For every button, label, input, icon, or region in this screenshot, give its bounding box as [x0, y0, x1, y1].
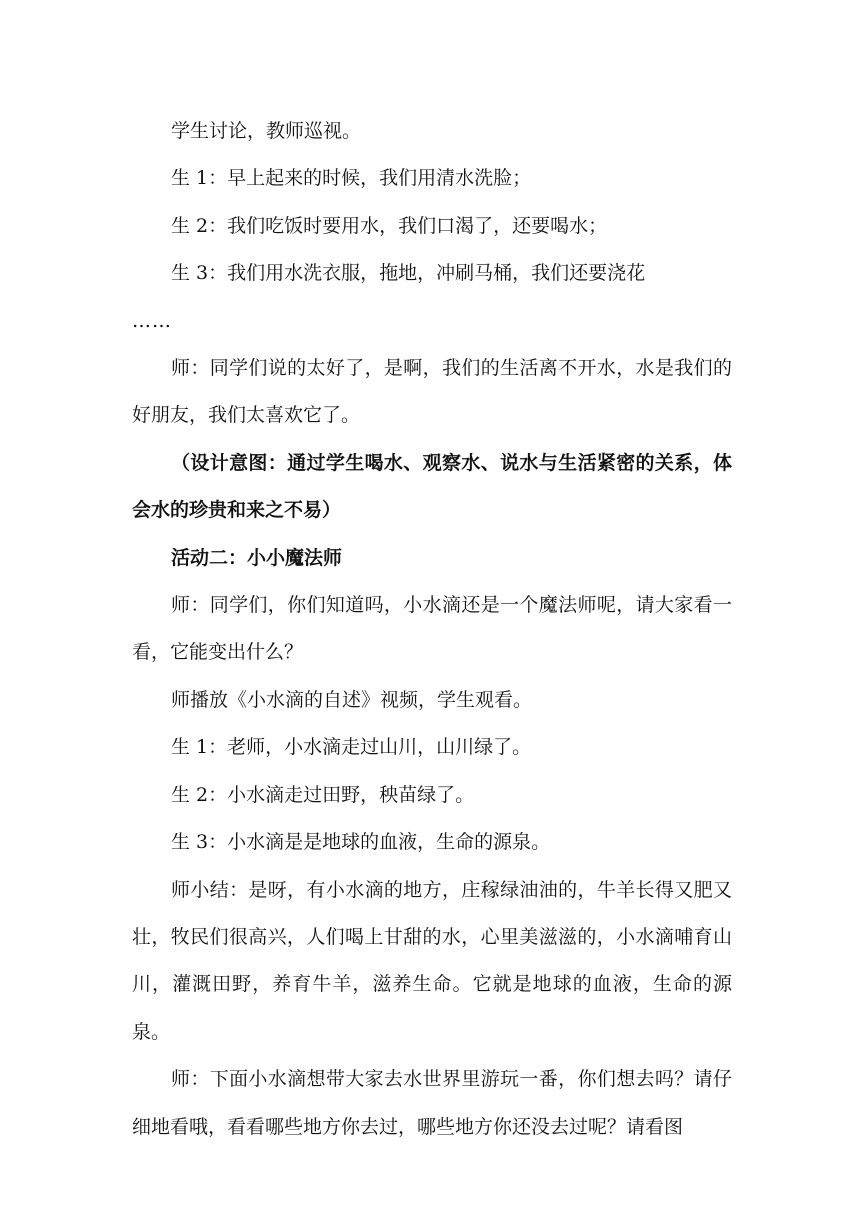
- paragraph-video: 师播放《小水滴的自述》视频，学生观看。: [171, 688, 533, 711]
- document-body: [132, 108, 732, 1151]
- activity-two-heading: 活动二：小小魔法师: [171, 546, 343, 569]
- paragraph-student-1: 生 1：早上起来的时候，我们用清水洗脸；: [171, 167, 532, 190]
- paragraph-student-5: 生 2：小水滴走过田野，秧苗绿了。: [171, 783, 475, 806]
- paragraph-student-6: 生 3：小水滴是是地球的血液，生命的源泉。: [171, 831, 551, 854]
- paragraph-summary: 师小结：是呀，有小水滴的地方，庄稼绿油油的，牛羊长得又肥又壮，牧民们很高兴，人们喝上甘甜的水，心里美滋滋的，小水滴哺育山川，灌溉田野，养育牛羊，滋养生命。它就是地球的血液，生命的源泉。: [132, 878, 732, 1043]
- paragraph-student-3: 生 3：我们用水洗衣服，拖地，冲刷马桶，我们还要浇花: [171, 262, 646, 285]
- paragraph-discussion: 学生讨论，教师巡视。: [171, 120, 362, 142]
- paragraph-teacher-2: 师：同学们，你们知道吗，小水滴还是一个魔法师呢，请大家看一看，它能变出什么？: [132, 594, 732, 664]
- paragraph-design-intent: （设计意图：通过学生喝水、观察水、说水与生活紧密的关系，体会水的珍贵和来之不易）: [132, 451, 732, 522]
- paragraph-teacher-3: 师：下面小水滴想带大家去水世界里游玩一番，你们想去吗？请仔细地看哦，看看哪些地方你去过，哪些地方你还没去过呢？请看图: [132, 1068, 732, 1138]
- ellipsis-line: ……: [132, 309, 172, 332]
- paragraph-student-4: 生 1：老师，小水滴走过山川，山川绿了。: [171, 736, 532, 759]
- paragraph-teacher-1: 师：同学们说的太好了，是啊，我们的生活离不开水，水是我们的好朋友，我们太喜欢它了。: [132, 357, 732, 427]
- paragraph-student-2: 生 2：我们吃饭时要用水，我们口渴了，还要喝水；: [171, 214, 608, 237]
